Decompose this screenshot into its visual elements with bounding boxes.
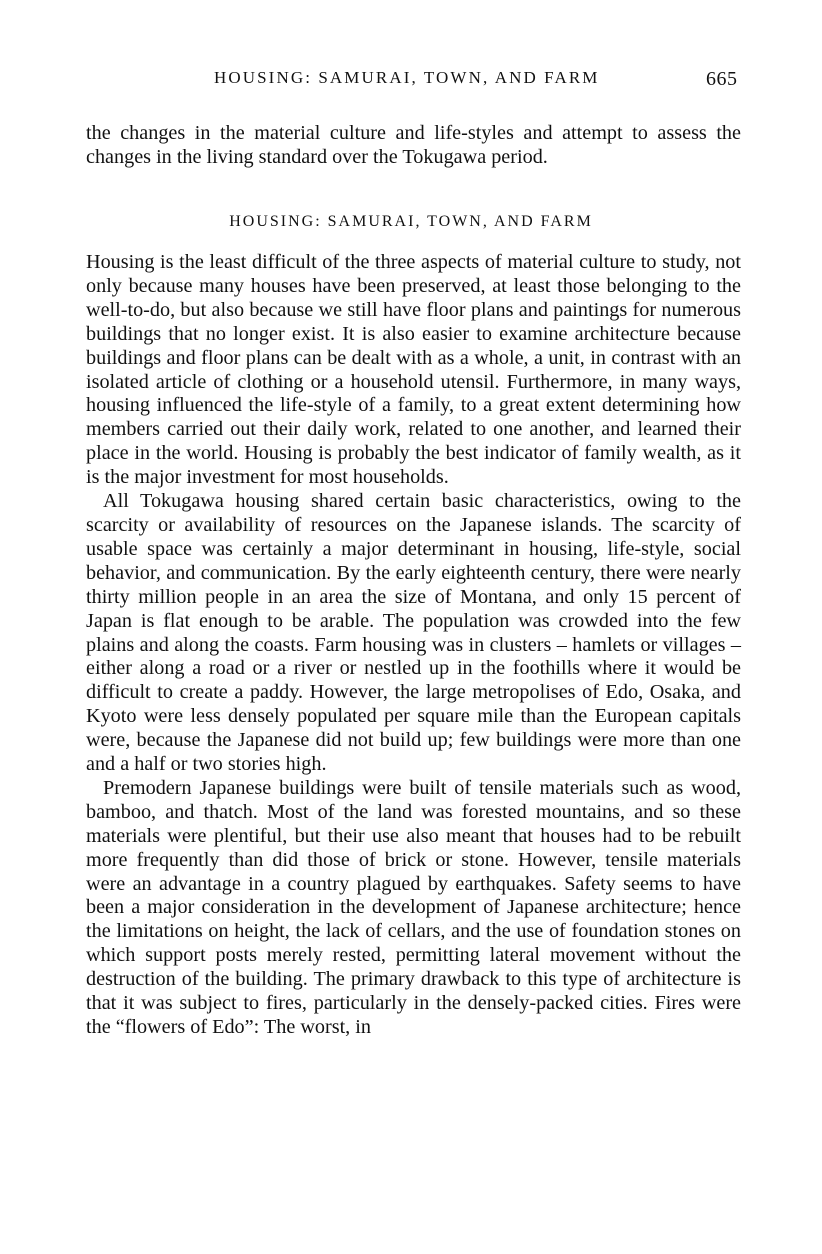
paragraph-3: Premodern Japanese buildings were built of tensile materials such as wood, bamboo, and thatch. Most of the land was forested mountains, and so these materials were plentiful, but their use also meant that houses had to be rebuilt more frequently than did those of brick or stone. However, tensile materials were an advantage in a country plagued by earthquakes. Safety seems to have been a major consideration in the development of Japanese architecture; hence the limitations on height, the lack of cellars, and the use of foundation stones on which support posts merely rested, permitting lateral movement without the destruction of the building. The primary drawback to this type of architecture is that it was subject to fires, particularly in the densely-packed cities. Fires were the “flowers of Edo”: The worst, in <box>86 776 741 1038</box>
intro-text: the changes in the material culture and life-styles and attempt to assess the changes in the living standard over the Tokugawa period. <box>86 122 741 168</box>
section-body <box>86 251 741 1040</box>
running-head: HOUSING: SAMURAI, TOWN, AND FARM <box>214 68 600 87</box>
page-number: 665 <box>706 68 738 90</box>
intro-paragraph <box>86 122 741 170</box>
section-heading: HOUSING: SAMURAI, TOWN, AND FARM <box>229 213 593 230</box>
paragraph-1: Housing is the least difficult of the three aspects of material culture to study, not only because many houses have been preserved, at least those belonging to the well-to-do, but also because we still have floor plans and paintings for numerous buildings that no longer exist. It is also easier to examine architecture because buildings and floor plans can be dealt with as a whole, a unit, in contrast with an isolated article of clothing or a household utensil. Furthermore, in many ways, housing influenced the life-style of a family, to a great extent determining how members carried out their daily work, related to one another, and learned their place in the world. Housing is probably the best indicator of family wealth, as it is the major investment for most households. <box>86 251 741 489</box>
paragraph-2: All Tokugawa housing shared certain basic characteristics, owing to the scarcity or availability of resources on the Japanese islands. The scarcity of usable space was certainly a major determinant in housing, life-style, social behavior, and communication. By the early eighteenth century, there were nearly thirty million people in an area the size of Montana, and only 15 percent of Japan is flat enough to be arable. The population was crowded into the few plains and along the coasts. Farm housing was in clusters – hamlets or villages – either along a road or a river or nestled up in the foothills where it would be difficult to create a paddy. However, the large metropolises of Edo, Osaka, and Kyoto were less densely populated per square mile than the European capitals were, because the Japanese did not build up; few buildings were more than one and a half or two stories high. <box>86 490 741 776</box>
